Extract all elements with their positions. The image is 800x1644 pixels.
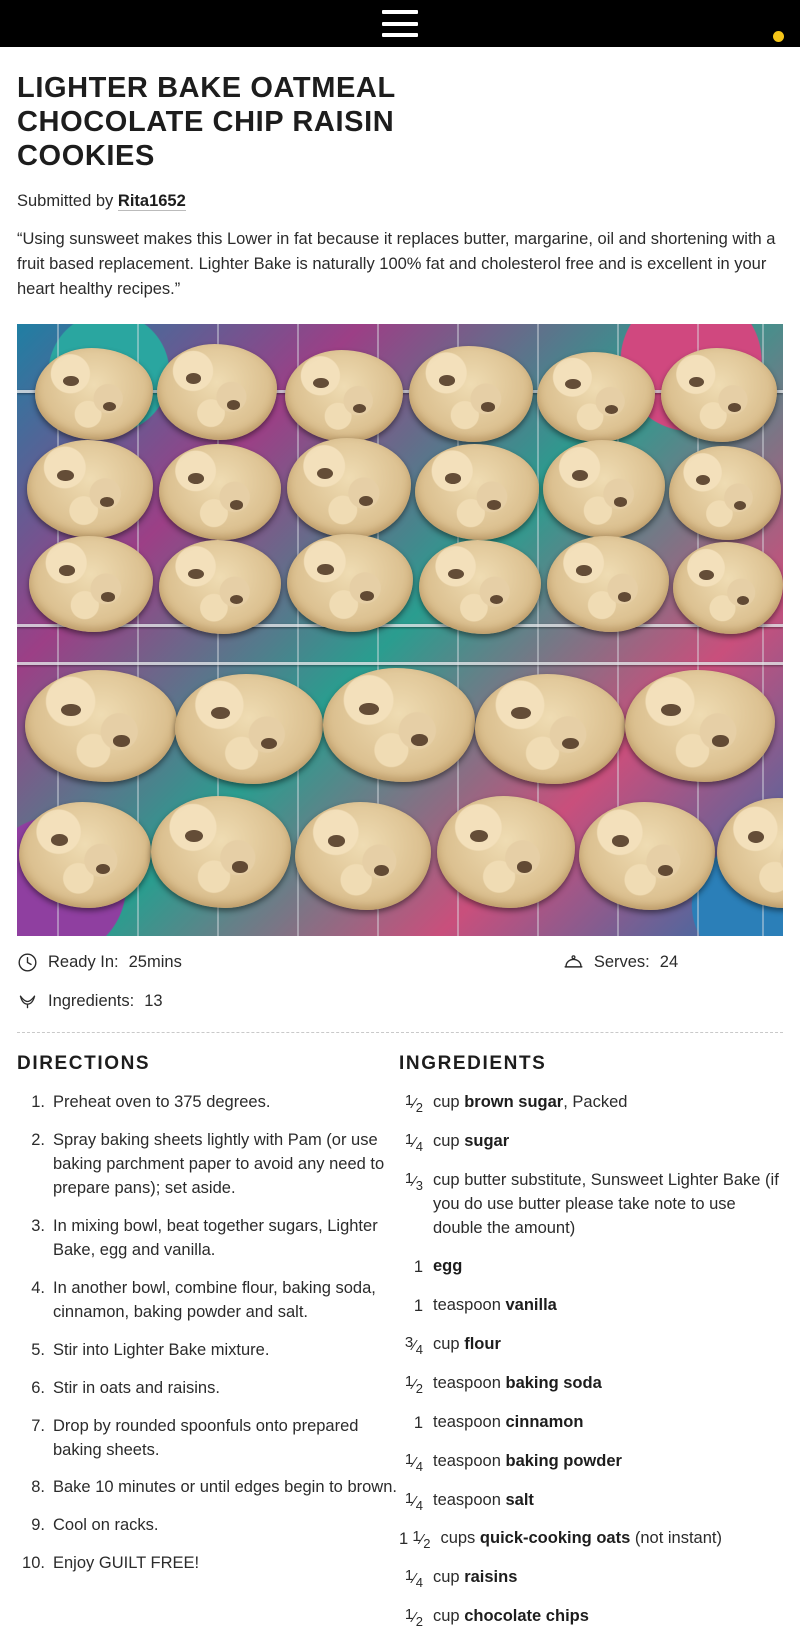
ingredient-note: (not instant): [630, 1529, 722, 1548]
ingredient-item: [399, 1091, 783, 1116]
direction-step-text: Stir into Lighter Bake mixture.: [53, 1340, 270, 1359]
ingredient-whole-number: 1: [399, 1530, 409, 1549]
ingredient-unit: teaspoon: [433, 1373, 501, 1392]
cookie: [669, 446, 781, 540]
direction-step-text: Stir in oats and raisins.: [53, 1378, 220, 1397]
submitted-by-label: Submitted by: [17, 191, 114, 210]
cookie: [25, 670, 177, 782]
cookie: [35, 348, 153, 440]
ingredients-list: [399, 1091, 783, 1630]
cookie: [673, 542, 783, 634]
ready-in-label: Ready In:: [48, 953, 119, 972]
cookie: [437, 796, 575, 908]
recipe-photo[interactable]: [17, 324, 783, 936]
cookie: [547, 536, 669, 632]
ingredient-amount: [399, 1294, 433, 1319]
whisk-icon: [17, 991, 38, 1012]
ingredient-whole-number: 1: [413, 1257, 423, 1276]
ingredient-name: flour: [464, 1334, 501, 1353]
ingredients-column: [399, 1053, 783, 1644]
directions-list: [17, 1091, 399, 1576]
ingredient-item: [399, 1411, 783, 1436]
cookie: [323, 668, 475, 782]
direction-step: [17, 1339, 399, 1363]
cooling-rack-edge: [17, 662, 783, 665]
ingredient-unit: cup: [433, 1171, 460, 1190]
cookie: [579, 802, 715, 910]
cookie: [151, 796, 291, 908]
ingredient-unit: teaspoon: [433, 1412, 501, 1431]
ingredient-text: [433, 1294, 783, 1318]
cookie: [287, 534, 413, 632]
ingredient-name: baking soda: [505, 1373, 602, 1392]
directions-heading: DIRECTIONS: [17, 1053, 151, 1075]
ingredient-name: vanilla: [505, 1295, 557, 1314]
cookie: [27, 440, 153, 538]
direction-step: [17, 1514, 399, 1538]
author-link[interactable]: Rita1652: [117, 191, 186, 210]
recipe-meta-row-1: [17, 952, 783, 973]
ingredient-item: [399, 1255, 783, 1280]
ingredient-name: egg: [433, 1256, 463, 1275]
ingredient-amount: [399, 1527, 440, 1552]
ingredient-name: salt: [505, 1490, 534, 1509]
ingredient-unit: teaspoon: [433, 1295, 501, 1314]
direction-step: [17, 1552, 399, 1576]
ingredient-text: [433, 1130, 783, 1154]
ingredient-item: [399, 1130, 783, 1155]
directions-column: [17, 1053, 399, 1644]
ingredient-unit: teaspoon: [433, 1451, 501, 1470]
cooling-rack-edge: [17, 624, 783, 627]
ingredient-text: [433, 1091, 783, 1115]
ingredient-item: [399, 1527, 783, 1552]
ingredients-count-value: 13: [144, 992, 163, 1011]
serves-value: 24: [659, 953, 679, 972]
ingredients-count-label: Ingredients:: [48, 992, 135, 1011]
ingredient-fraction: 1⁄2: [404, 1092, 423, 1116]
ingredient-name: quick-cooking oats: [479, 1529, 631, 1548]
direction-step: [17, 1277, 399, 1325]
ingredient-fraction: 1⁄4: [404, 1489, 423, 1513]
ingredient-item: [399, 1294, 783, 1319]
ingredient-item: [399, 1372, 783, 1397]
ingredient-text: [433, 1333, 783, 1357]
ingredient-name: brown sugar: [464, 1093, 564, 1112]
recipe-meta-row-2: [17, 991, 783, 1012]
ingredient-unit: cup: [433, 1607, 460, 1626]
ingredient-amount: [399, 1091, 433, 1116]
ingredient-text: [433, 1605, 783, 1629]
cookie: [543, 440, 665, 538]
direction-step-text: Bake 10 minutes or until edges begin to brown.: [53, 1478, 397, 1497]
ingredient-unit: cup: [433, 1132, 460, 1151]
recipe-body-columns: [17, 1053, 783, 1644]
ingredient-item: [399, 1489, 783, 1514]
serves: [563, 952, 678, 973]
ingredient-fraction: 1⁄2: [404, 1606, 423, 1630]
ingredient-name: raisins: [464, 1568, 518, 1587]
direction-step: [17, 1091, 399, 1115]
cookie: [159, 540, 281, 634]
submitted-by: [17, 192, 783, 211]
ingredient-fraction: 1⁄2: [412, 1528, 431, 1552]
top-navigation-bar: [0, 0, 800, 47]
recipe-content: [0, 71, 800, 1644]
direction-step-text: Drop by rounded spoonfuls onto prepared baking sheets.: [53, 1416, 359, 1459]
ingredient-amount: [399, 1605, 433, 1630]
ingredient-text: [433, 1566, 783, 1590]
ingredient-fraction: 1⁄4: [404, 1567, 423, 1591]
hamburger-line: [382, 22, 418, 26]
direction-step: [17, 1215, 399, 1263]
ingredient-text: [433, 1372, 783, 1396]
recipe-description: “Using sunsweet makes this Lower in fat because it replaces butter, margarine, oil and shortening with a fruit based replacement. Lighter Bake is naturally 100% fat and cholesterol free and is excellent in your heart healthy recipes.”: [17, 229, 776, 299]
direction-step: [17, 1476, 399, 1500]
direction-step: [17, 1377, 399, 1401]
ingredient-text: [433, 1255, 783, 1279]
ingredient-item: [399, 1605, 783, 1630]
ingredient-name: butter substitute, Sunsweet Lighter Bake (if you do use butter please take note to use double the amount): [433, 1171, 779, 1238]
ingredient-text: [433, 1411, 783, 1435]
ingredient-item: [399, 1450, 783, 1475]
ingredient-unit: teaspoon: [433, 1490, 501, 1509]
ingredient-item: [399, 1333, 783, 1358]
ingredient-amount: [399, 1255, 433, 1280]
ingredient-amount: [399, 1411, 433, 1436]
cookie: [537, 352, 655, 442]
serves-label: Serves:: [593, 953, 650, 972]
ingredient-name: chocolate chips: [464, 1607, 589, 1626]
cookie: [295, 802, 431, 910]
ingredient-amount: [399, 1333, 433, 1358]
notification-dot-icon[interactable]: [773, 31, 784, 42]
ingredient-whole-number: 1: [413, 1296, 423, 1315]
cookie: [175, 674, 323, 784]
ingredient-unit: cup: [433, 1568, 460, 1587]
ingredient-text: [433, 1169, 783, 1241]
ingredients-count: [17, 991, 163, 1012]
clock-icon: [17, 952, 38, 973]
direction-step-text: Enjoy GUILT FREE!: [53, 1554, 200, 1573]
ingredient-item: [399, 1566, 783, 1591]
ingredient-name: baking powder: [505, 1451, 622, 1470]
cookie: [159, 444, 281, 540]
ingredient-unit: cup: [433, 1334, 460, 1353]
cookie: [661, 348, 777, 442]
cookie: [285, 350, 403, 442]
direction-step-text: Preheat oven to 375 degrees.: [53, 1093, 271, 1112]
ingredient-text: [433, 1450, 783, 1474]
cookie: [625, 670, 775, 782]
ingredient-name: sugar: [464, 1132, 510, 1151]
ingredient-name: cinnamon: [505, 1412, 584, 1431]
ingredient-amount: [399, 1169, 433, 1194]
ingredient-unit: cup: [433, 1093, 460, 1112]
ready-in: [17, 952, 182, 973]
cookie: [409, 346, 533, 442]
ingredients-heading: INGREDIENTS: [399, 1053, 547, 1075]
direction-step: [17, 1129, 399, 1201]
ingredient-amount: [399, 1130, 433, 1155]
direction-step-text: Cool on racks.: [53, 1516, 159, 1535]
ingredient-text: [440, 1527, 783, 1551]
hamburger-line: [382, 33, 418, 37]
cookie: [419, 540, 541, 634]
direction-step: [17, 1415, 399, 1463]
hamburger-line: [382, 10, 418, 14]
ingredient-item: [399, 1169, 783, 1241]
ingredient-note: , Packed: [563, 1093, 628, 1112]
ingredient-amount: [399, 1372, 433, 1397]
ingredient-amount: [399, 1566, 433, 1591]
cookie: [19, 802, 151, 908]
direction-step-text: Spray baking sheets lightly with Pam (or use baking parchment paper to avoid any need to prepare pans); set aside.: [53, 1131, 385, 1198]
ingredient-unit: cups: [440, 1529, 476, 1548]
ingredient-text: [433, 1489, 783, 1513]
ingredient-fraction: 1⁄3: [404, 1170, 423, 1194]
direction-step-text: In another bowl, combine flour, baking soda, cinnamon, baking powder and salt.: [53, 1278, 376, 1321]
cookie: [29, 536, 153, 632]
serving-dish-icon: [563, 952, 584, 973]
ingredient-whole-number: 1: [413, 1413, 423, 1432]
ingredient-fraction: 3⁄4: [404, 1333, 423, 1357]
ready-in-value: 25mins: [128, 953, 182, 972]
cookie: [475, 674, 625, 784]
page-title: LIGHTER BAKE OATMEAL CHOCOLATE CHIP RAISIN COOKIES: [17, 72, 396, 173]
cookie: [287, 438, 411, 538]
ingredient-fraction: 1⁄4: [404, 1131, 423, 1155]
section-divider: [17, 1032, 783, 1033]
direction-step-text: In mixing bowl, beat together sugars, Lighter Bake, egg and vanilla.: [53, 1217, 378, 1259]
ingredient-amount: [399, 1450, 433, 1475]
ingredient-fraction: 1⁄4: [404, 1450, 423, 1474]
cookie: [415, 444, 539, 540]
cookie: [157, 344, 277, 440]
ingredient-fraction: 1⁄2: [404, 1372, 423, 1396]
ingredient-amount: [399, 1489, 433, 1514]
hamburger-menu-icon[interactable]: [382, 10, 418, 37]
